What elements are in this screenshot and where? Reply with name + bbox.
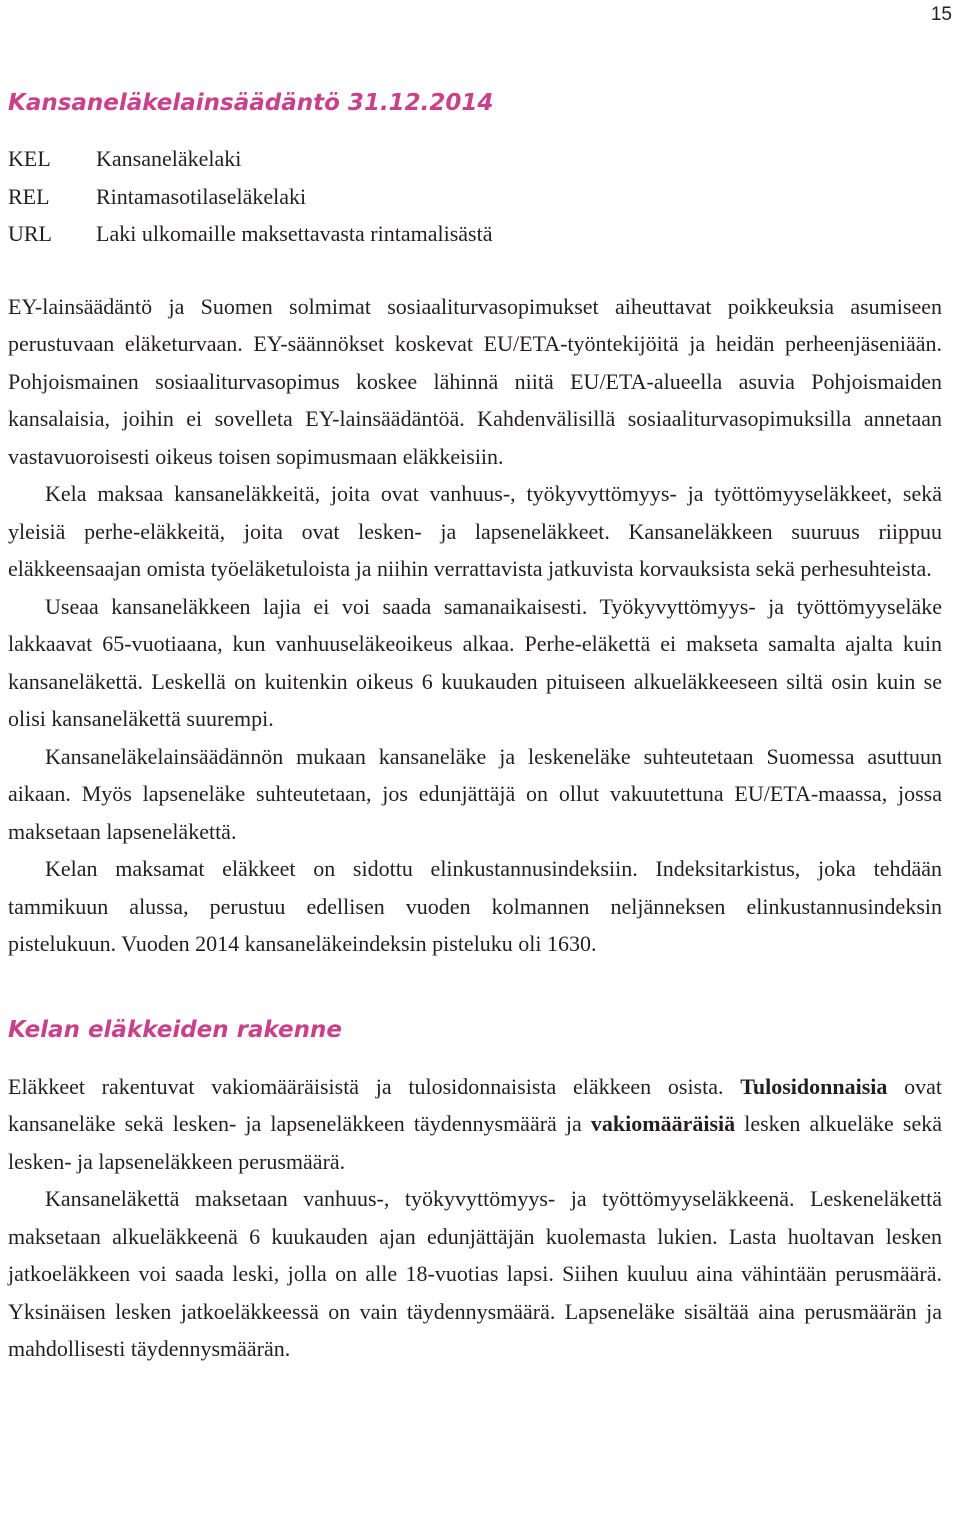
section-heading-legislation: Kansaneläkelainsäädäntö 31.12.2014 xyxy=(8,90,494,116)
structure-text xyxy=(8,1068,942,1368)
abbreviation-row xyxy=(8,178,942,216)
abbreviation-code: URL xyxy=(8,221,52,246)
paragraph-kela-pensions: Kela maksaa kansaneläkkeitä, joita ovat vanhuus-, työkyvyttömyys- ja työttömyyseläkkeet, sekä yleisiä perhe-eläkkeitä, joita ovat lesken- ja lapseneläkkeet. Kansaneläkkeen suuruus riippuu eläkkeensaajan omista työeläketuloista ja niihin verrattavista jatkuvista korvauksista sekä perhesuhteista. xyxy=(8,481,942,581)
paragraph-index: Kelan maksamat eläkkeet on sidottu elinkustannusindeksiin. Indeksitarkistus, joka tehdään tammikuun alussa, perustuu edellisen vuoden kolmannen neljänneksen elinkustannusindeksin pistelukuun. Vuoden 2014 kansaneläkeindeksin pisteluku oli 1630. xyxy=(8,856,942,956)
section-heading-structure: Kelan eläkkeiden rakenne xyxy=(8,1016,342,1043)
legislation-text xyxy=(8,288,942,963)
document-body xyxy=(8,84,942,1368)
text-run: lesken alkueläke sekä lesken- ja lapseneläkkeen perusmäärä. xyxy=(8,1111,943,1174)
abbreviation-code: KEL xyxy=(8,146,51,171)
text-run: ovat kansaneläke sekä lesken- ja lapseneläkkeen täydennysmäärä ja xyxy=(8,1073,942,1136)
abbreviation-row xyxy=(8,215,942,253)
paragraph-residence-time: Kansaneläkelainsäädännön mukaan kansaneläke ja leskeneläke suhteutetaan Suomessa asuttuun aikaan. Myös lapseneläke suhteutetaan, jos edunjättäjä on ollut vakuutettuna EU/ETA-maassa, jossa maksetaan lapseneläkettä. xyxy=(8,743,942,844)
paragraph-survivors-pension: Kansaneläkettä maksetaan vanhuus-, työkyvyttömyys- ja työttömyyseläkkeenä. Leskeneläkettä maksetaan alkueläkkeenä 6 kuukauden ajan edunjättäjän kuolemasta lukien. Lasta huoltavan lesken jatkoeläkkeen voi saada leski, jolla on alle 18-vuotias lapsi. Siihen kuuluu aina vähintään perusmäärä. Yksinäisen lesken jatkoeläkkeessä on vain täydennysmäärä. Lapseneläke sisältää aina perusmäärän ja mahdollisesti täydennysmäärän. xyxy=(8,1186,942,1361)
abbreviation-name: Laki ulkomaille maksettavasta rintamalisästä xyxy=(96,221,493,246)
paragraph-pension-types: Useaa kansaneläkkeen lajia ei voi saada samanaikaisesti. Työkyvyttömyys- ja työttömyyseläke lakkaavat 65-vuotiaana, kun vanhuuseläkeoikeus alkaa. Perhe-eläkettä ei makseta samalta ajalta kuin kansaneläkettä. Leskellä on kuitenkin oikeus 6 kuukauden pituiseen alkueläkkeeseen siltä osin kuin se olisi kansaneläkettä suurempi. xyxy=(8,593,942,731)
abbreviation-code: REL xyxy=(8,183,50,209)
bold-term-income-linked: Tulosidonnaisia xyxy=(740,1073,888,1099)
page-number: 15 xyxy=(930,4,952,25)
paragraph-eu-legislation: EY-lainsäädäntö ja Suomen solmimat sosiaaliturvasopimukset aiheuttavat poikkeuksia asumiseen perustuvaan eläketurvaan. EY-säännökset koskevat EU/ETA-työntekijöitä ja heidän perheenjäseniään. Pohjoismainen sosiaaliturvasopimus koskee lähinnä niitä EU/ETA-alueella asuvia Pohjoismaiden kansalaisia, joihin ei sovelleta EY-lainsäädäntöä. Kahdenvälisillä sosiaaliturvasopimuksilla annetaan vastavuoroisesti oikeus toisen sopimusmaan eläkkeisiin. xyxy=(8,293,942,469)
bold-term-fixed: vakiomääräisiä xyxy=(590,1111,736,1136)
abbreviation-list xyxy=(8,140,942,253)
paragraph-pension-components xyxy=(8,1068,942,1181)
abbreviation-name: Kansaneläkelaki xyxy=(96,146,242,171)
text-run: Eläkkeet rakentuvat vakiomääräisistä ja tulosidonnaisista eläkkeen osista. xyxy=(8,1073,741,1099)
abbreviation-name: Rintamasotilaseläkelaki xyxy=(96,183,307,209)
abbreviation-row xyxy=(8,140,942,178)
